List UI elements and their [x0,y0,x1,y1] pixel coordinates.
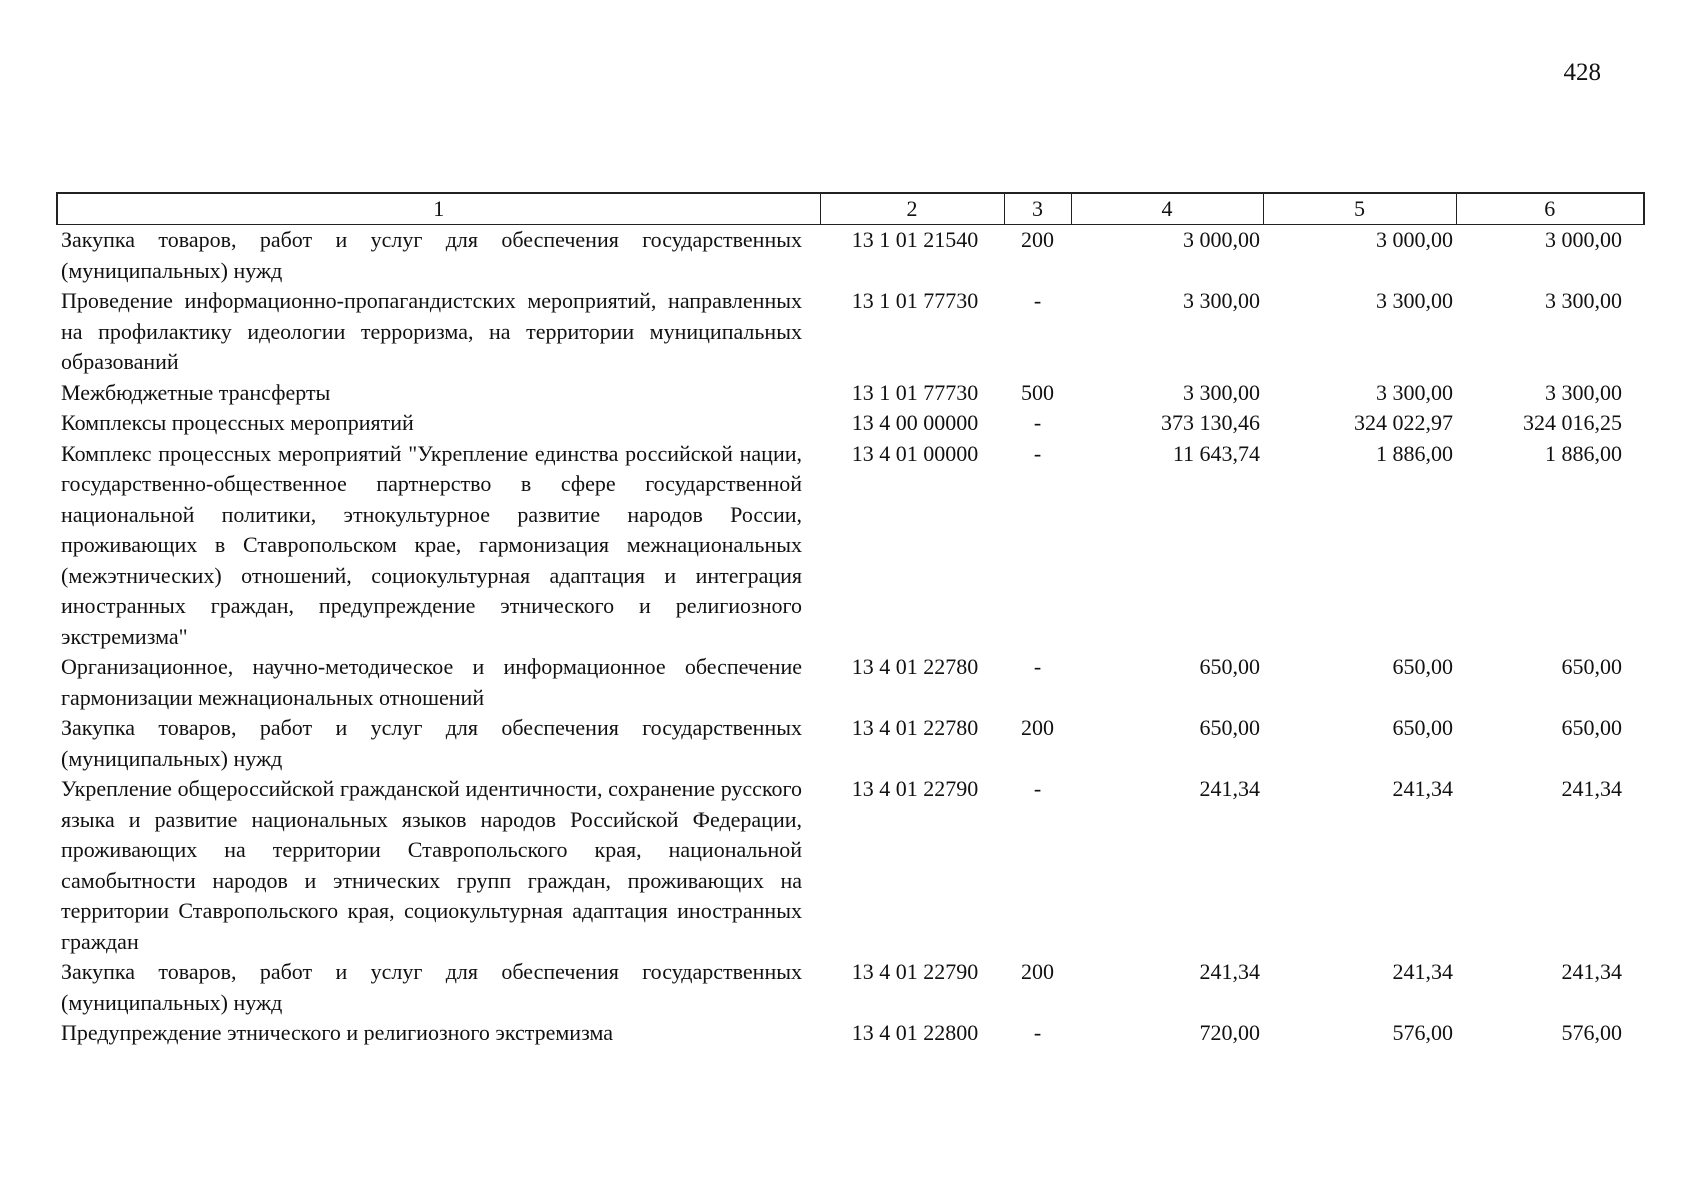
row-expense-type: 200 [1021,959,1054,984]
row-value-col5: 324 022,97 [1354,410,1453,435]
column-header-5: 5 [1263,193,1456,225]
row-value-col6: 3 300,00 [1545,379,1622,405]
row-value-col4: 3 300,00 [1183,288,1260,313]
row-value-col4: 11 643,74 [1172,440,1260,466]
row-value-col5: 241,34 [1392,776,1453,801]
column-header-6: 6 [1456,193,1644,225]
row-value-col4: 373 130,46 [1161,410,1260,435]
row-expense-type: - [1033,1020,1042,1045]
row-name: Организационное, научно-методическое и информационное обеспечение гармонизации межнациональных отношений [61,654,802,710]
row-name: Закупка товаров, работ и услуг для обеспечения государственных (муниципальных) нужд [61,227,802,283]
row-value-col5: 1 886,00 [1376,440,1453,466]
table-row [57,378,1644,409]
row-name: Укрепление общероссийской гражданской идентичности, сохранение русского языка и развитие национальных языков народов Российской Федерации, проживающих на территории Ставропольского края, национальной самобытности народов и этнических групп граждан, проживающих на территории Ставропольского края, социокультурная адаптация иностранных граждан [61,776,802,954]
row-expense-type: - [1033,440,1042,466]
row-value-col6: 241,34 [1561,776,1622,801]
table-row [57,439,1644,653]
row-value-col4: 241,34 [1199,959,1260,984]
page-number: 428 [1563,59,1601,86]
row-value-col6: 3 000,00 [1545,227,1622,252]
row-value-col5: 3 300,00 [1376,288,1453,313]
row-name: Проведение информационно-пропагандистских мероприятий, направленных на профилактику идеологии терроризма, на территории муниципальных образований [61,288,802,374]
row-name: Межбюджетные трансферты [61,379,331,405]
row-value-col6: 650,00 [1561,715,1622,740]
row-value-col4: 650,00 [1199,654,1260,679]
row-expense-type: - [1033,654,1042,679]
row-value-col5: 650,00 [1392,715,1453,740]
row-name: Комплексы процессных мероприятий [61,410,414,435]
table-row [57,1018,1644,1049]
row-value-col5: 241,34 [1392,959,1453,984]
row-expense-type: 500 [1021,379,1054,405]
table-row [57,225,1644,287]
row-code: 13 1 01 21540 [851,227,979,252]
table-row [57,286,1644,378]
row-code: 13 1 01 77730 [851,288,979,313]
row-expense-type: - [1033,410,1042,435]
row-code: 13 4 01 22780 [851,715,979,740]
row-code: 13 4 01 22800 [851,1020,979,1045]
row-code: 13 4 01 00000 [851,440,979,466]
table-row [57,957,1644,1018]
row-name: Закупка товаров, работ и услуг для обеспечения государственных (муниципальных) нужд [61,959,802,1015]
table-header [57,193,1644,225]
table-row [57,652,1644,713]
row-value-col5: 576,00 [1392,1020,1453,1045]
row-value-col4: 650,00 [1199,715,1260,740]
row-value-col6: 324 016,25 [1523,410,1622,435]
row-name: Комплекс процессных мероприятий "Укрепление единства российской нации, государственно-общественное партнерство в сфере государственной национальной политики, этнокультурное развитие народов России, проживающих в Ставропольском крае, гармонизация межнациональных (межэтнических) отношений, социокультурная адаптация и интеграция иностранных граждан, предупреждение этнического и религиозного экстремизма" [61,440,802,649]
row-expense-type: 200 [1021,715,1054,740]
row-value-col4: 720,00 [1199,1020,1260,1045]
row-value-col6: 650,00 [1561,654,1622,679]
row-value-col4: 3 000,00 [1183,227,1260,252]
row-expense-type: 200 [1021,227,1054,252]
row-name: Закупка товаров, работ и услуг для обеспечения государственных (муниципальных) нужд [61,715,802,771]
row-code: 13 4 01 22780 [851,654,979,679]
table-row [57,774,1644,957]
column-header-1: 1 [57,193,820,225]
row-value-col6: 576,00 [1561,1020,1622,1045]
header-row [57,193,1644,225]
table-row [57,408,1644,439]
row-value-col4: 3 300,00 [1183,379,1260,405]
row-value-col5: 650,00 [1392,654,1453,679]
row-expense-type: - [1033,288,1042,313]
row-value-col5: 3 300,00 [1376,379,1453,405]
table-row [57,713,1644,774]
column-header-3: 3 [1004,193,1071,225]
row-value-col5: 3 000,00 [1376,227,1453,252]
row-code: 13 4 01 22790 [851,776,979,801]
row-code: 13 4 01 22790 [851,959,979,984]
table-body [57,225,1644,1049]
row-value-col6: 241,34 [1561,959,1622,984]
row-value-col6: 3 300,00 [1545,288,1622,313]
row-code: 13 1 01 77730 [851,379,979,405]
row-value-col4: 241,34 [1199,776,1260,801]
row-value-col6: 1 886,00 [1545,440,1622,466]
budget-table [56,192,1645,1049]
column-header-2: 2 [820,193,1004,225]
row-name: Предупреждение этнического и религиозного экстремизма [61,1020,613,1045]
column-header-4: 4 [1071,193,1263,225]
row-expense-type: - [1033,776,1042,801]
row-code: 13 4 00 00000 [851,410,979,435]
